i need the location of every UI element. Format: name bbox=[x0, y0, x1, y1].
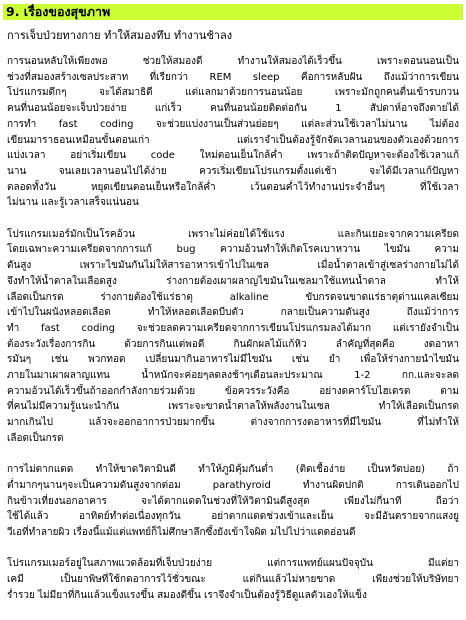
text-line: โปรแกรมเมอร์อยู่ในสภาพแวดล้อมที่เจ็บป่วยง่าย แต่การแพทย์แผนปัจจุบัน มีแต่ยา bbox=[7, 558, 459, 570]
text-line: แบ่งเวลา อย่าเริ่มเขียน code ใหม่ตอนเย็นใกล้ค่ำ เพราะถ้าติดปัญหาจะต้องใช้เวลาแก้ bbox=[7, 150, 459, 162]
text-line: ใช้ได้แล้ว อาทิตย์ทำต่อเนื่องทุกวัน อย่าตากแดดช่วงเข้าและเย็น จะมีอันตรายจากแสงยู bbox=[7, 511, 459, 523]
text-line: ดันสูง เพราะไขมันกันไม่ให้สารอาหารเข้าไปในเซล เมื่อน้ำตาลเข้าสู่เซลร่างกายไม่ได้ bbox=[7, 260, 459, 272]
text-line: รมันๆ เช่น พวกทอด เปลี่ยนมากินอาหารไม่มีไขมัน เช่น ยำ เพื่อให้ร่างกายนำไขมัน bbox=[7, 354, 459, 366]
paragraph bbox=[7, 54, 459, 211]
text-line: การนอนหลับให้เพียงพอ ช่วยให้สมองดี ทำงานให้สมองได้เร็วขึ้น เพราะตอนนอนเป็น bbox=[7, 56, 459, 67]
text-line: ไม่นาน และรู้เวลาเสร็จแน่นอน bbox=[7, 197, 139, 209]
text-line: ตลอดทั้งวัน หยุดเขียนตอนเย็นหรือใกล้ค่ำ เว้นตอนค่ำไว้ทำงานประจำอื่นๆ ที่ใช้เวลา bbox=[7, 181, 459, 193]
section-title: 9. เรื่องของสุขภาพ bbox=[3, 4, 463, 20]
text-line: คนที่นอนน้อยจะเจ็บป่วยง่าย แก่เร็ว คนที่นอนน้อยติดต่อกัน 1 สัปดาห์อาจถึงตายได้ bbox=[7, 103, 459, 115]
paragraph bbox=[7, 227, 459, 447]
text-line: มากเกินไป แล้วจะออกอาการป่วยมากขึ้น ต่างจากการงดอาหารที่มีไขมัน ที่ไม่ทำให้ bbox=[7, 417, 459, 429]
text-line: ความอ้วนได้เร็วขึ้นถ้าออกกำลังกายร่วมด้วย ข้อควรระวังคือ อย่างดคาร์โบไฮเดรต ตาม bbox=[7, 385, 459, 397]
text-line: เคมี เป็นยาพิษที่ใช้กดอาการไว้ชั่วขณะ แต่กินแล้วไม่หายขาด เพียงช่วยให้บริษัทยา bbox=[7, 574, 459, 586]
text-line: ช่วงที่สมองสร้างเซลประสาท ที่เรียกว่า REM sleep คือการหลับฝัน ถึงแม้ว่าการเขียน bbox=[7, 71, 459, 83]
text-line: ต้องระวังเรื่องการกิน ด้วยการกินแต่พอดี กินผักผลไม้แก้หิว ลำคัญที่สุดคือ งดอาหา bbox=[7, 338, 459, 350]
text-line: เข้าไปในผนังหลอดเลือด ทำให้หลอดเลือดบีบตัว กลายเป็นความดันสูง ถึงแม้ว่าการ bbox=[7, 307, 459, 319]
text-line: โปรแกรมดึกๆ จะได้สมาธิดี แต่แลกมาด้วยการนอนน้อย เพราะมักถูกคนตื่นเข้ารบกวน bbox=[7, 87, 459, 99]
text-line: ทำ fast coding จะช่วยลดความเครียดจากการเขียนโปรแกรมลงได้มาก แต่เรายังจำเป็น bbox=[7, 322, 459, 334]
text-line: โปรแกรมเมอร์มักเป็นโรคอ้วน เพราะไม่ค่อยได้ใช้แรง และกินเยอะจากความเครียด bbox=[7, 228, 459, 240]
text-line: กินข้าวเที่ยงนอกอาคาร จะได้ตากแดดในช่วงที่ให้วิตามินดีสูงสุด เพียงไม่กี่นาที ถือว่า bbox=[7, 495, 459, 507]
text-line: นาน จนเลยเวลานอนไปได้ง่าย ควรเริ่มเขียนโปรแกรมตั้งแต่เช้า จะได้มีเวลาแก้ปัญหา bbox=[7, 165, 459, 177]
text-line: ที่คนไม่มีความรู้แนะนำกัน เพราะจะขาดน้ำตาลให้พลังงานในเซล ทำให้เลือดเป็นกรด bbox=[7, 401, 459, 413]
text-line: ภายในมาเผาผลาญแทน น้ำหนักจะค่อยๆลดลงช้าๆเดือนละประมาณ 1-2 กก.และจะลด bbox=[7, 370, 459, 382]
text-line: ต่ำมากๆนานๆจะเป็นความดันสูงจากต่อม parathyroid ทำงานผิดปกติ การเดินออกไป bbox=[7, 479, 459, 491]
text-line: ร่ำรวย ไม่มียาที่กินแล้วแข็งแรงขึ้น สมองดีขึ้น เราจึงจำเป็นต้องรู้วิธีดูแลตัวเองให้แข็ง bbox=[7, 589, 367, 601]
text-line: การทำ fast coding จะช่วยแบ่งงานเป็นส่วนย่อยๆ แต่ละส่วนใช้เวลาไม่นาน ไม่ต้อง bbox=[7, 118, 459, 130]
section-subtitle: การเจ็บป่วยทางกาย ทำให้สมองทึบ ทำงานช้าลง bbox=[7, 29, 233, 42]
text-line: การไม่ตากแดด ทำให้ขาดวิตามินดี ทำให้ภูมิคุ้มกันต่ำ (ติดเชื้อง่าย เป็นหวัดบ่อย) ถ้า bbox=[7, 464, 459, 476]
text-line: จึงทำให้น้ำตาลในเลือดสูง ร่างกายต้องเผาผลาญไขมันในเซลมาใช้แทนน้ำตาล ทำให้ bbox=[7, 275, 459, 287]
paragraph bbox=[7, 556, 459, 603]
text-line: โดยเฉพาะความเครียดจากการแก้ bug ความอ้วนทำให้เกิดโรคเบาหวาน ไขมัน ความ bbox=[7, 244, 459, 256]
body-text bbox=[7, 54, 459, 619]
paragraph bbox=[7, 462, 459, 541]
text-line: เลือดเป็นกรด bbox=[7, 432, 64, 444]
text-line: เลือดเป็นกรด ร่างกายต้องใช้แร่ธาตุ alkaline ขับกรดจนขาดแร่ธาตุด่านแคลเซียม bbox=[7, 291, 459, 303]
text-line: วีเอที่ทำลายผิว เรื่องนี้แม้แต่แพทย์ก็ไม่ศึกษาลึกซึ้งยังเข้าใจผิด มไปไปว่าแดดอ่อนดี bbox=[7, 527, 356, 539]
text-line: เขียนมาราธอนเหมือนขั้นตอนเก่า แต่เราจำเป็นต้องรู้จักจัดเวลานอนของตัวเองด้วยการ bbox=[7, 134, 459, 146]
